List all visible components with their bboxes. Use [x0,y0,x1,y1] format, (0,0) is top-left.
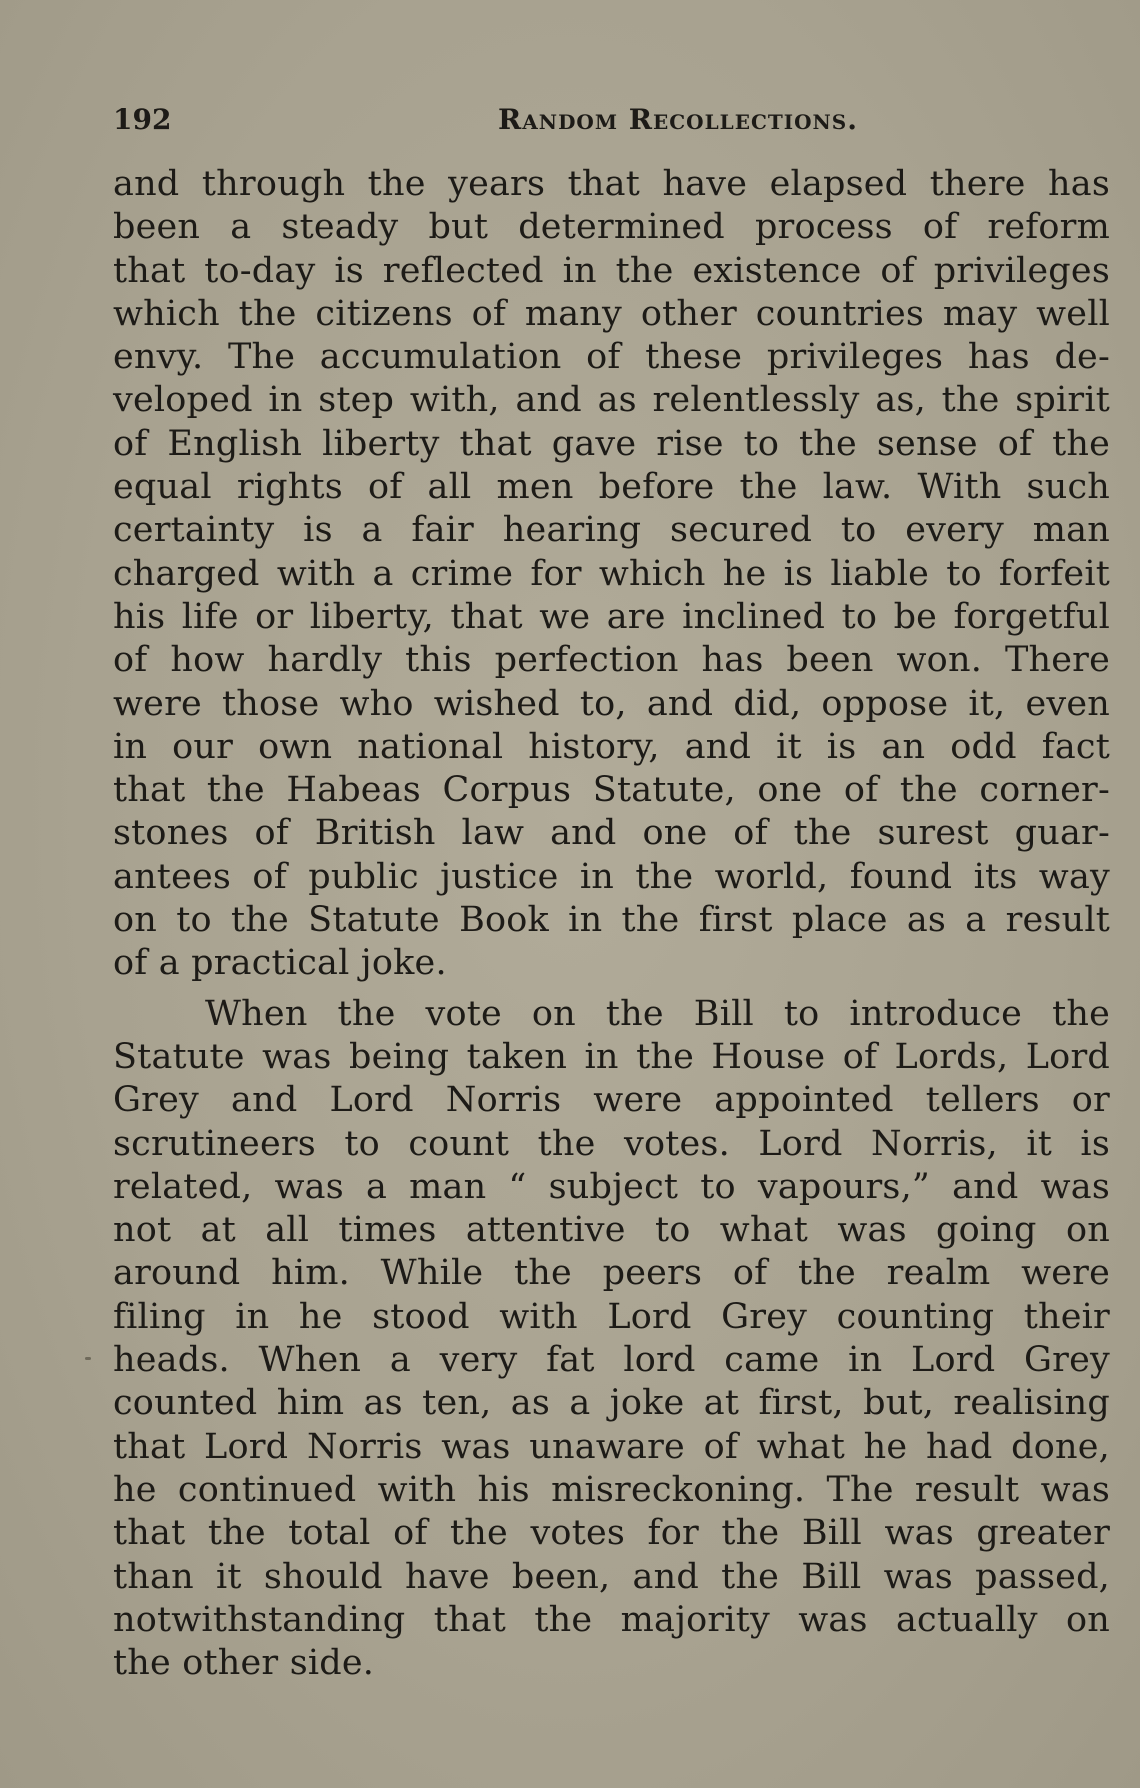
text-line: were those who wished to, and did, oppose it, even [113,683,1110,724]
text-line: antees of public justice in the world, found its way [113,856,1110,897]
text-line: counted him as ten, as a joke at first, but, realising [113,1383,1110,1424]
text-line: that Lord Norris was unaware of what he had done, [113,1426,1110,1467]
margin-speck [85,1357,91,1360]
text-line: not at all times attentive to what was going on [113,1210,1110,1251]
text-line: Statute was being taken in the House of Lords, Lord [113,1036,1110,1077]
text-line: of a practical joke. [113,943,447,984]
text-line: that to-day is reflected in the existence of privileges [113,250,1110,291]
text-line: envy. The accumulation of these privileges has de- [113,337,1110,378]
text-line: his life or liberty, that we are inclined to be forgetful [113,596,1110,637]
running-head [113,103,1110,143]
text-line: notwithstanding that the majority was actually on [113,1599,1110,1640]
text-line: that the Habeas Corpus Statute, one of the corner- [113,770,1110,811]
text-line: Grey and Lord Norris were appointed tellers or [113,1080,1110,1121]
page-number: 192 [113,103,172,136]
text-line: scrutineers to count the votes. Lord Norris, it is [113,1123,1110,1164]
text-line: of English liberty that gave rise to the sense of the [113,423,1110,464]
text-line: charged with a crime for which he is liable to forfeit [113,553,1110,594]
body-text [113,163,1110,1685]
text-line: filing in he stood with Lord Grey counting their [113,1296,1110,1337]
text-line: on to the Statute Book in the first place as a result [113,900,1110,941]
text-line: certainty is a fair hearing secured to every man [113,510,1110,551]
text-line: of how hardly this perfection has been won. There [113,640,1110,681]
text-line: been a steady but determined process of reform [113,207,1110,248]
text-line: the other side. [113,1643,375,1684]
text-line: and through the years that have elapsed there has [113,164,1110,204]
text-line: When the vote on the Bill to introduce the [205,993,1110,1034]
text-line: that the total of the votes for the Bill was greater [113,1513,1110,1554]
running-title: Random Recollections. [498,103,858,136]
text-line: heads. When a very fat lord came in Lord Grey [113,1340,1110,1381]
text-line: equal rights of all men before the law. With such [113,467,1110,508]
text-line: around him. While the peers of the realm were [113,1253,1110,1294]
text-line: than it should have been, and the Bill was passed, [113,1556,1110,1597]
text-line: in our own national history, and it is an odd fact [113,726,1110,767]
text-line: he continued with his misreckoning. The result was [113,1469,1110,1510]
paragraph-1 [113,163,1110,986]
text-line: which the citizens of many other countries may well [113,293,1110,334]
paragraph-2 [113,993,1110,1686]
text-line: related, was a man “ subject to vapours,” and was [113,1166,1110,1207]
text-line: veloped in step with, and as relentlessly as, the spirit [113,380,1110,421]
text-line: stones of British law and one of the surest guar- [113,813,1110,854]
